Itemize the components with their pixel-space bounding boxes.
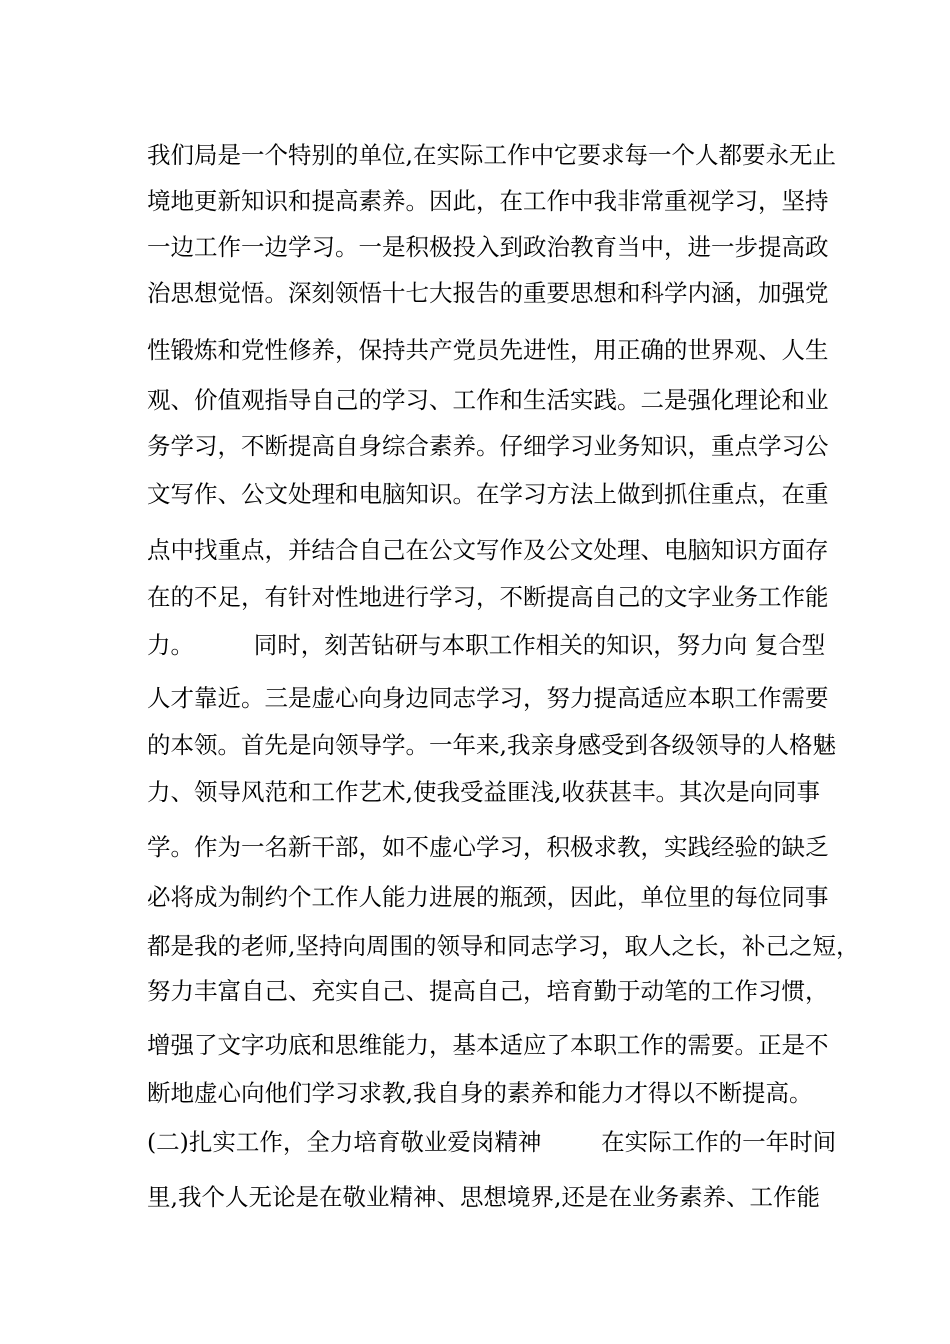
- text-line: 努力丰富自己、充实自己、提高自己，培育勤于动笔的工作习惯，: [147, 977, 829, 1005]
- text-line: 人才靠近。三是虚心向身边同志学习，努力提高适应本职工作需要: [147, 684, 829, 712]
- text-line: 观、价值观指导自己的学习、工作和生活实践。二是强化理论和业: [147, 386, 829, 414]
- section-heading-line: (二)扎实工作，全力培育敬业爱岗精神 在实际工作的一年时间: [147, 1128, 837, 1156]
- text-line: 在的不足，有针对性地进行学习，不断提高自己的文字业务工作能: [147, 583, 829, 611]
- text-line: 点中找重点，并结合自己在公文写作及公文处理、电脑知识方面存: [147, 536, 829, 564]
- text-line: 一边工作一边学习。一是积极投入到政治教育当中，进一步提高政: [147, 233, 829, 261]
- text-line: 性锻炼和党性修养，保持共产党员先进性，用正确的世界观、人生: [147, 336, 829, 364]
- text-line: 里,我个人无论是在敬业精神、思想境界,还是在业务素养、工作能: [147, 1183, 820, 1211]
- text-line: 学。作为一名新干部，如不虚心学习，积极求教，实践经验的缺乏: [147, 833, 829, 861]
- text-line: 增强了文字功底和思维能力，基本适应了本职工作的需要。正是不: [147, 1031, 829, 1059]
- text-line: 务学习，不断提高自身综合素养。仔细学习业务知识，重点学习公: [147, 432, 829, 460]
- text-line: 文写作、公文处理和电脑知识。在学习方法上做到抓住重点，在重: [147, 480, 829, 508]
- text-line: 力、领导风范和工作艺术,使我受益匪浅,收获甚丰。其次是向同事: [147, 778, 820, 806]
- text-line: 境地更新知识和提高素养。因此，在工作中我非常重视学习，坚持: [147, 187, 829, 215]
- text-line: 我们局是一个特别的单位,在实际工作中它要求每一个人都要永无止: [147, 141, 836, 169]
- text-line: 必将成为制约个工作人能力进展的瓶颈，因此，单位里的每位同事: [147, 883, 829, 911]
- text-line: 断地虚心向他们学习求教,我自身的素养和能力才得以不断提高。: [147, 1079, 813, 1107]
- text-line: 的本领。首先是向领导学。一年来,我亲身感受到各级领导的人格魅: [147, 731, 836, 759]
- text-line: 力。 同时，刻苦钻研与本职工作相关的知识，努力向 复合型: [147, 631, 826, 659]
- text-line: 都是我的老师,坚持向周围的领导和同志学习，取人之长，补己之短，: [147, 932, 860, 960]
- text-line: 治思想觉悟。深刻领悟十七大报告的重要思想和科学内涵，加强党: [147, 279, 829, 307]
